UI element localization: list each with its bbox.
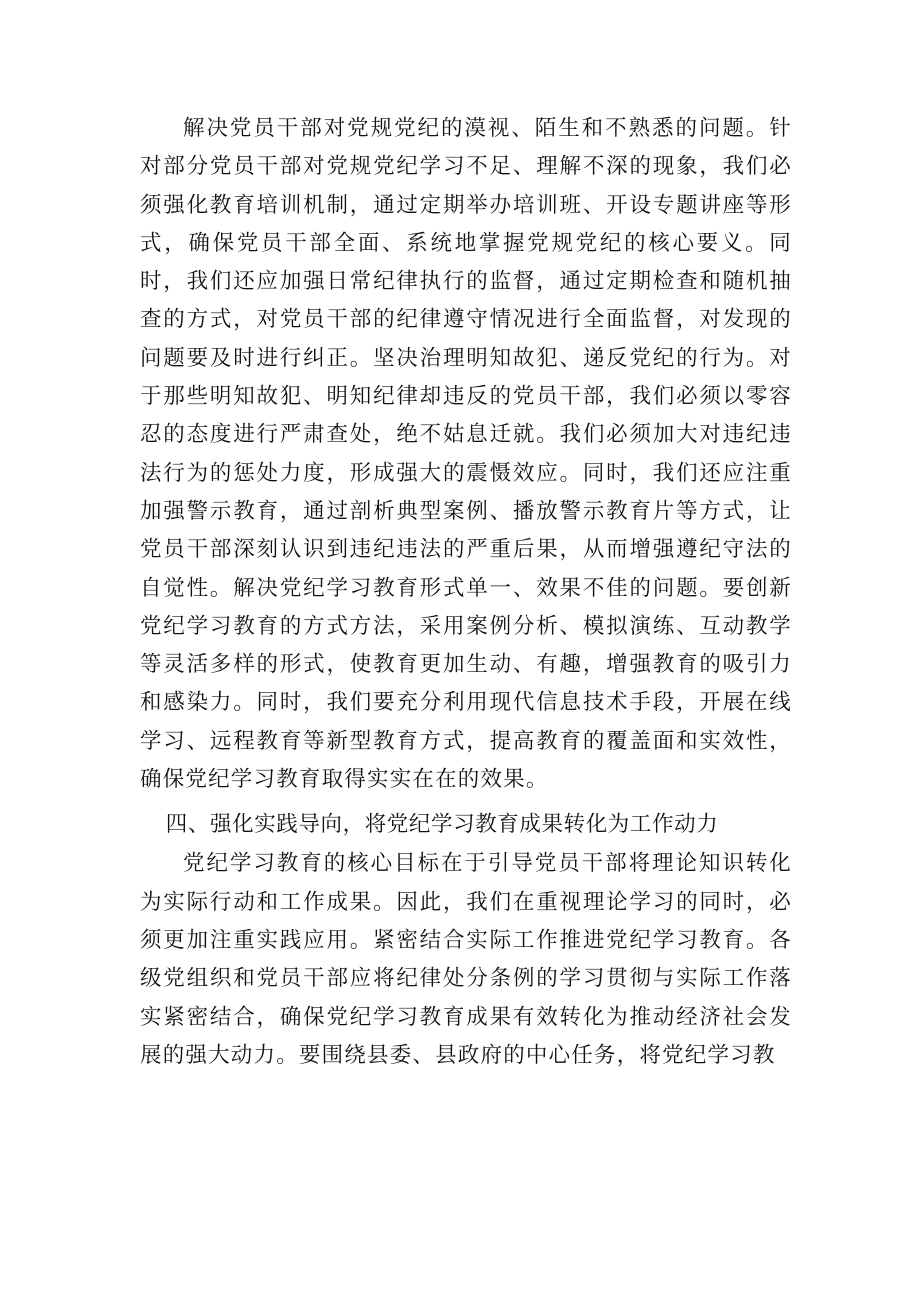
body-paragraph-2: 党纪学习教育的核心目标在于引导党员干部将理论知识转化为实际行动和工作成果。因此，我们在重视理论学习的同时，必须更加注重实践应用。紧密结合实际工作推进党纪学习教育。各级党组织和党员干部应将纪律处分条例的学习贯彻与实际工作落实紧密结合，确保党纪学习教育成果有效转化为推动经济社会发展的强大动力。要围绕县委、县政府的中心任务，将党纪学习教 [140, 851, 792, 1068]
section-heading-4: 四、强化实践导向，将党纪学习教育成果转化为工作动力 [165, 812, 719, 838]
document-page [140, 110, 792, 1075]
body-paragraph-1: 解决党员干部对党规党纪的漠视、陌生和不熟悉的问题。针对部分党员干部对党规党纪学习不足、理解不深的现象，我们必须强化教育培训机制，通过定期举办培训班、开设专题讲座等形式，确保党员干部全面、系统地掌握党规党纪的核心要义。同时，我们还应加强日常纪律执行的监督，通过定期检查和随机抽查的方式，对党员干部的纪律遵守情况进行全面监督，对发现的问题要及时进行纠正。坚决治理明知故犯、递反党纪的行为。对于那些明知故犯、明知纪律却违反的党员干部，我们必须以零容忍的态度进行严肃查处，绝不姑息迁就。我们必须加大对违纪违法行为的惩处力度，形成强大的震慑效应。同时，我们还应注重加强警示教育，通过剖析典型案例、播放警示教育片等方式，让党员干部深刻认识到违纪违法的严重后果，从而增强遵纪守法的自觉性。解决党纪学习教育形式单一、效果不佳的问题。要创新党纪学习教育的方式方法，采用案例分析、模拟演练、互动教学等灵活多样的形式，使教育更加生动、有趣，增强教育的吸引力和感染力。同时，我们要充分利用现代信息技术手段，开展在线学习、远程教育等新型教育方式，提高教育的覆盖面和实效性，确保党纪学习教育取得实实在在的效果。 [140, 116, 792, 793]
